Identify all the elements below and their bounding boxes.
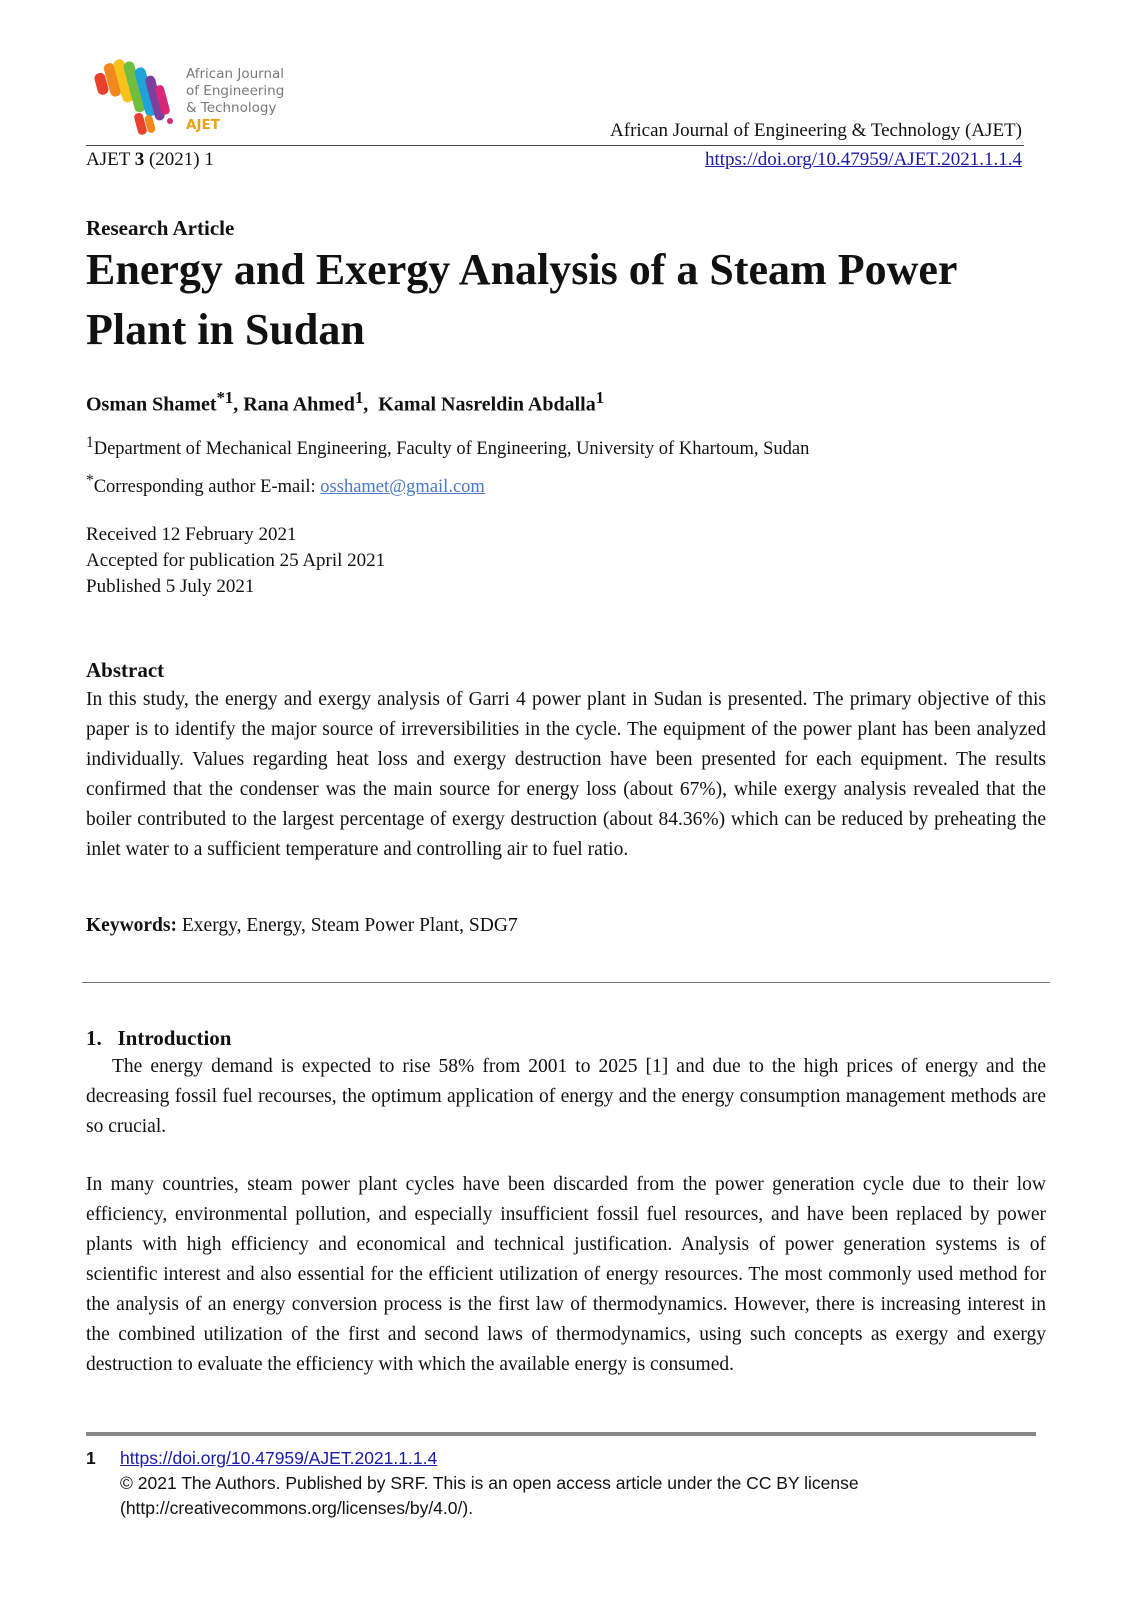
footer-doi-link[interactable]: https://doi.org/10.47959/AJET.2021.1.1.4 [120,1448,438,1468]
corresponding-label: Corresponding author E-mail: [93,477,321,498]
affiliation-sup: 1 [86,434,94,451]
section-divider [82,982,1050,983]
affiliation-text: Department of Mechanical Engineering, Faculty of Engineering, University of Khartoum, Sudan [93,439,810,460]
corresponding-sup: * [86,472,94,489]
journal-logo [88,55,293,145]
author-separator: , [363,393,379,416]
article-type: Research Article [86,216,235,240]
keywords-label: Keywords: [86,915,177,936]
author-sup: *1 [216,388,234,407]
logo-line-2: of Engineering [186,83,285,99]
page-number: 1 [86,1448,96,1468]
keywords-list: Exergy, Energy, Steam Power Plant, SDG7 [177,915,518,936]
logo-line-3: & Technology [186,100,277,116]
email-link[interactable]: osshamet@gmail.com [320,477,485,498]
introduction-paragraph-2: In many countries, steam power plant cycles have been discarded from the power generation cycle due to their low efficiency, environmental pollution, and especially insufficient fossil fuel resources, and have been replaced by power plants with high efficiency and economical and technical justification. Analysis of power generation systems is of scientific interest and also essential for the efficient utilization of energy resources. The most commonly used method for the analysis of an energy conversion process is the first law of thermodynamics. However, there is increasing interest in the combined utilization of the first and second laws of thermodynamics, using such concepts as exergy and exergy destruction to evaluate the efficiency with which the available energy is consumed. [86,1174,1046,1375]
abstract-heading: Abstract [86,658,165,682]
abstract-text: In this study, the energy and exergy analysis of Garri 4 power plant in Sudan is presented. The primary objective of this paper is to identify the major source of irreversibilities in the cycle. The equipment of the power plant has been analyzed individually. Values regarding heat loss and exergy destruction have been presented for each equipment. The results confirmed that the condenser was the main source for energy loss (about 67%), while exergy analysis revealed that the boiler contributed to the largest percentage of exergy destruction (about 84.36%) which can be reduced by preheating the inlet water to a sufficient temperature and controlling air to fuel ratio. [86,689,1046,860]
received-date: Received 12 February 2021 [86,524,297,545]
header-doi-link[interactable]: https://doi.org/10.47959/AJET.2021.1.1.4 [704,149,1022,170]
volume-suffix: (2021) 1 [144,149,214,170]
keywords [86,915,518,937]
author-name: Osman Shamet [86,393,217,416]
author-list [86,388,604,417]
corresponding-author [86,472,485,498]
volume-prefix: AJET [86,149,135,170]
published-date: Published 5 July 2021 [86,576,255,597]
article-dates [86,522,385,600]
volume-info [86,149,214,171]
license-text: © 2021 The Authors. Published by SRF. This is an open access article under the CC BY license (http://creativecommons.org/licenses/by/4.0/). [120,1473,859,1518]
footer-rule [86,1432,1036,1436]
article-title: Energy and Exergy Analysis of a Steam Power Plant in Sudan [86,245,957,354]
africa-map-icon [88,55,184,143]
accepted-date: Accepted for publication 25 April 2021 [86,550,386,571]
author-sup: 1 [354,388,364,407]
header-rule [86,145,1024,146]
logo-line-1: African Journal [186,66,285,82]
logo-wordmark [186,66,284,134]
author-name: Kamal Nasreldin Abdalla [378,393,596,416]
volume-number: 3 [134,149,145,170]
author-name: Rana Ahmed [243,393,355,416]
author-separator: , [233,393,244,416]
introduction-paragraph-1: The energy demand is expected to rise 58% from 2001 to 2025 [1] and due to the high prices of energy and the decreasing fossil fuel recourses, the optimum application of energy and the energy consumption management methods are so crucial. [86,1056,1046,1137]
introduction-heading: 1. Introduction [86,1026,232,1050]
logo-acronym: AJET [186,117,220,133]
affiliation [86,434,809,460]
author-sup: 1 [595,388,605,407]
journal-name: African Journal of Engineering & Technology (AJET) [610,120,1022,141]
